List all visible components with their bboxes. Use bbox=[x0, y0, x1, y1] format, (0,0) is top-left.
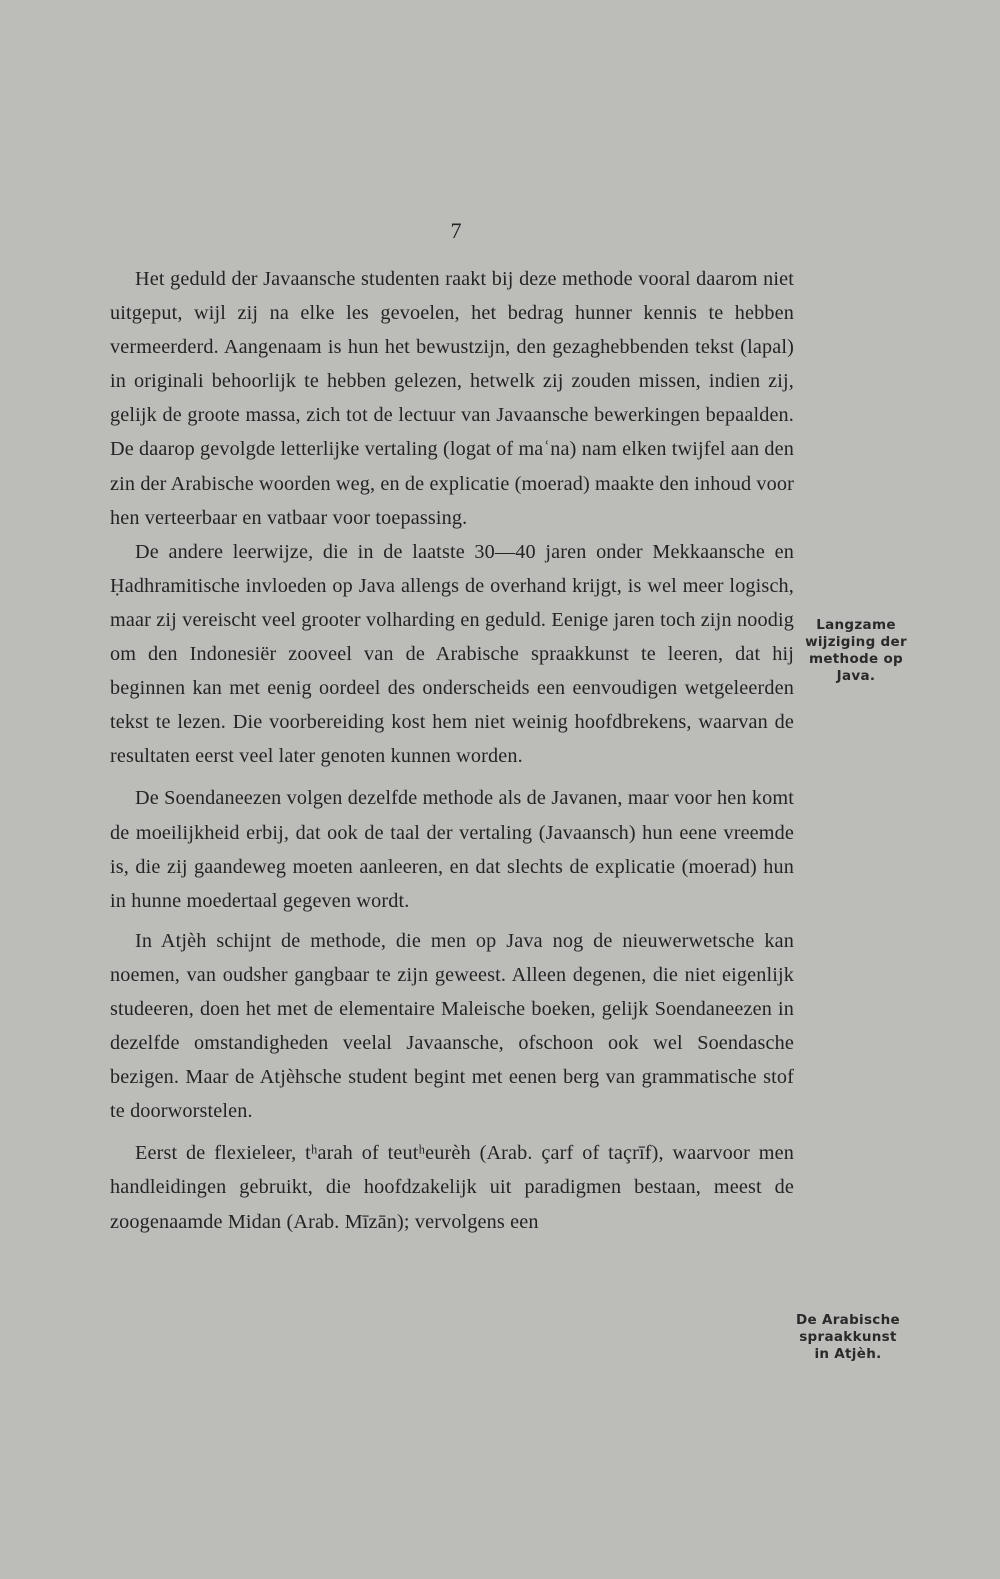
margin-note-line: De Arabische bbox=[796, 1312, 900, 1328]
paragraph-2: De andere leerwijze, die in de laatste 30—40 jaren onder Mekkaansche en Ḥadhramitische invloeden op Java allengs de overhand krijgt, is wel meer logisch, maar zij vereischt veel grooter volharding en geduld. Eenige jaren toch zijn noodig om den Indonesiër zooveel van de Arabische spraakkunst te leeren, dat hij beginnen kan met eenig oordeel des onderscheids een eenvoudigen wetgeleerden tekst te lezen. Die voorbereiding kost hem niet weinig hoofdbrekens, waarvan de resultaten eerst veel later genoten kunnen worden. bbox=[110, 540, 794, 768]
margin-note-langzame-wijziging bbox=[796, 617, 916, 685]
margin-note-line: Langzame bbox=[816, 617, 896, 633]
margin-note-line: in Atjèh. bbox=[814, 1346, 882, 1362]
margin-note-line: wijziging der bbox=[805, 634, 907, 650]
body-text bbox=[110, 262, 794, 1239]
paragraph-4: In Atjèh schijnt de methode, die men op Java nog de nieuwerwetsche kan noemen, van oudsher gangbaar te zijn geweest. Alleen degenen, die niet eigenlijk studeeren, doen het met de elementaire Maleische boeken, gelijk Soendaneezen in dezelfde omstandigheden veelal Javaansche, ofschoon ook wel Soendasche bezigen. Maar de Atjèhsche student begint met eenen berg van grammatische stof te doorworstelen. bbox=[110, 929, 794, 1123]
paragraph-5: Eerst de flexieleer, tʰarah of teutʰeurèh (Arab. çarf of taçrīf), waarvoor men handleidingen gebruikt, die hoofdzakelijk uit paradigmen bestaan, meest de zoogenaamde Midan (Arab. Mīzān); vervolgens een bbox=[110, 1142, 794, 1233]
page-number: 7 bbox=[450, 218, 462, 243]
paragraph-1: Het geduld der Javaansche studenten raakt bij deze methode vooral daarom niet uitgeput, wijl zij na elke les gevoelen, het bedrag hunner kennis te hebben vermeerderd. Aangenaam is hun het bewustzijn, den gezaghebbenden tekst (lapal) in originali behoorlijk te hebben gelezen, hetwelk zij zouden missen, indien zij, gelijk de groote massa, zich tot de lectuur van Javaansche bewerkingen bepaalden. De daarop gevolgde letterlijke vertaling (logat of maʿna) nam elken twijfel aan den zin der Arabische woorden weg, en de explicatie (moerad) maakte den inhoud voor hen verteerbaar en vatbaar voor toepassing. bbox=[110, 268, 794, 529]
margin-note-arabische-spraakkunst bbox=[792, 1312, 904, 1363]
margin-note-line: methode op bbox=[808, 651, 904, 667]
margin-note-line: Java. bbox=[836, 668, 876, 684]
paragraph-3: De Soendaneezen volgen dezelfde methode als de Javanen, maar voor hen komt de moeilijkheid erbij, dat ook de taal der vertaling (Javaansch) hun eene vreemde is, die zij gaandeweg moeten aanleeren, en dat slechts de explicatie (moerad) hun in hunne moedertaal gegeven wordt. bbox=[110, 787, 794, 912]
margin-note-line: spraakkunst bbox=[799, 1329, 897, 1345]
